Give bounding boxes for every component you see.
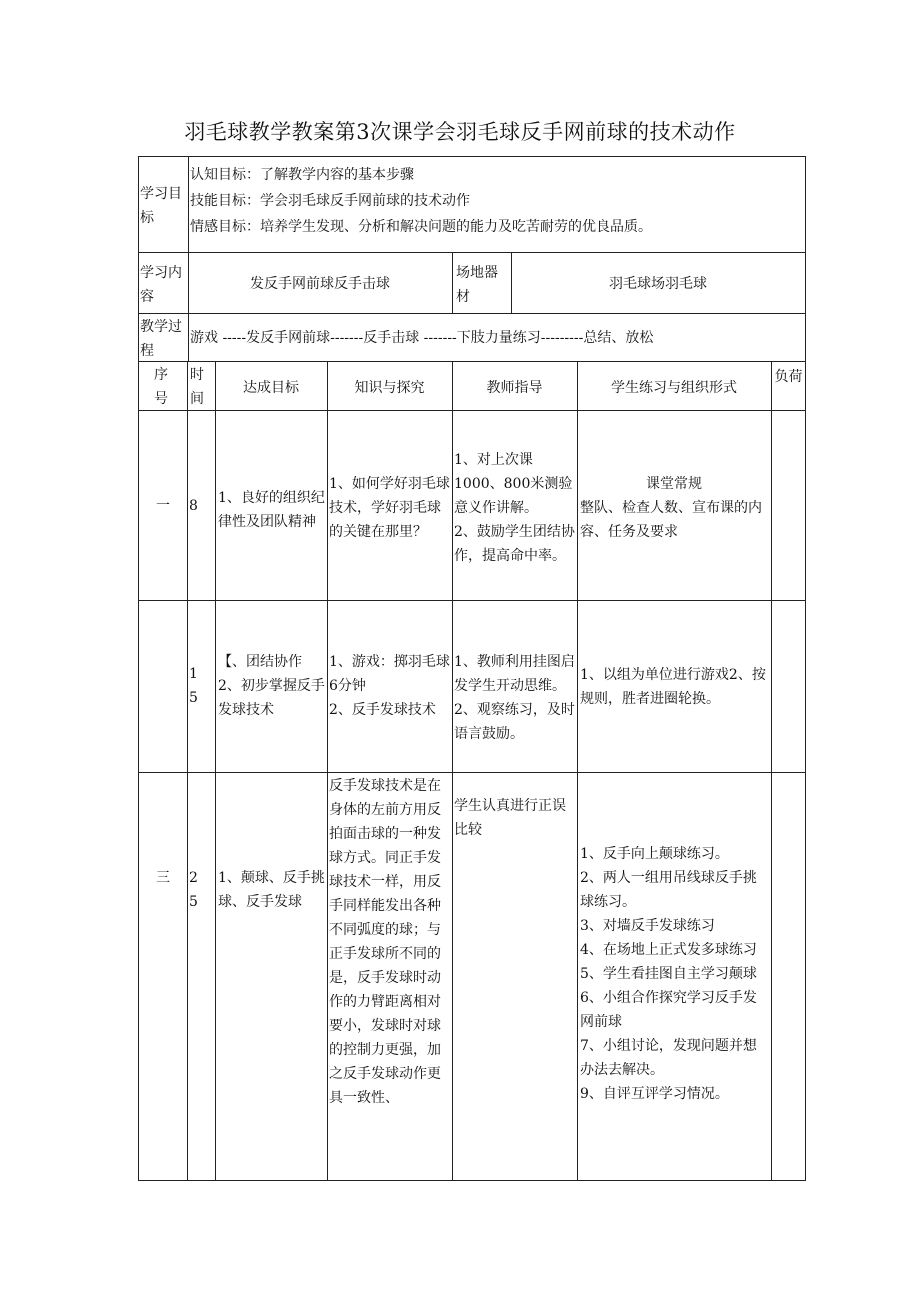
- col-divider: [511, 252, 512, 313]
- header-seq: 序号: [154, 367, 168, 407]
- row-divider: [138, 772, 806, 773]
- col-divider: [771, 361, 772, 1181]
- table-row-knowledge: 1、游戏：掷羽毛球6分钟 2、反手发球技术: [329, 654, 450, 718]
- table-row-knowledge: 反手发球技术是在身体的左前方用反拍面击球的一种发球方式。同正手发球技术一样，用反手同样能发出各种不同弧度的球；与正手发球所不同的是，反手发球时动作的力臂距离相对要小，发球时对球的控制力更强，加之反手发球动作更具一致性、: [329, 778, 441, 1106]
- objective-cognitive: 认知目标：了解教学内容的基本步骤: [190, 167, 414, 183]
- process-label: 教学过程: [140, 319, 182, 359]
- col-divider: [577, 361, 578, 1181]
- table-row-time: 25: [189, 870, 198, 910]
- header-load: 负荷: [774, 369, 803, 385]
- table-row-teacher: 1、对上次课1000、800米测验意义作讲解。 2、鼓励学生团结协作，提高命中率。: [454, 452, 575, 564]
- table-row-student: 1、反手向上颠球练习。 2、两人一组用吊线球反手挑球练习。 3、对墙反手发球练习 4、在场地上正式发多球练习 5、学生看挂图自主学习颠球 6、小组合作探究学习反手发网前球 7、小组讨论，发现问题并想办法去解决。 9、自评互评学习情况。: [580, 846, 757, 1102]
- table-row-teacher: 学生认真进行正误比较: [454, 798, 566, 838]
- table-row-seq: 三: [156, 870, 170, 886]
- table-row-time: 8: [189, 498, 198, 514]
- row-divider: [138, 361, 806, 362]
- row-divider: [138, 313, 806, 314]
- table-row-time: 15: [189, 666, 198, 706]
- table-row-teacher: 1、教师利用挂图启发学生开动思维。 2、观察练习，及时语言鼓励。: [454, 654, 575, 742]
- col-divider: [452, 252, 453, 313]
- header-student: 学生练习与组织形式: [611, 380, 737, 396]
- table-border-left: [138, 156, 139, 1181]
- venue-label: 场地器材: [456, 265, 498, 305]
- row-divider: [138, 252, 806, 253]
- header-goal: 达成目标: [243, 380, 299, 396]
- col-divider: [215, 361, 216, 1181]
- row-divider: [138, 410, 806, 411]
- table-row-student: 1、以组为单位进行游戏2、按规则，胜者进圈轮换。: [580, 667, 766, 707]
- header-time: 时间: [190, 367, 204, 407]
- table-row-knowledge: 1、如何学好羽毛球技术，学好羽毛球的关键在那里？: [329, 476, 450, 540]
- process-value: 游戏 -----发反手网前球-------反手击球 -------下肢力量练习---------总结、放松: [190, 330, 654, 346]
- objective-affective: 情感目标：培养学生发现、分析和解决问题的能力及吃苦耐劳的优良品质。: [190, 219, 652, 235]
- table-row-student-title: 课堂常规: [646, 476, 702, 492]
- table-row-goal: 【、团结协作 2、初步掌握反手发球技术: [218, 654, 325, 718]
- table-row-seq: 一: [156, 498, 170, 514]
- table-row-goal: 1、颠球、反手挑球、反手发球: [218, 870, 325, 910]
- objective-skill: 技能目标：学会羽毛球反手网前球的技术动作: [190, 193, 470, 209]
- content-value: 发反手网前球反手击球: [250, 276, 390, 292]
- table-border-right: [805, 156, 806, 1181]
- table-row-student: 整队、检查人数、宣布课的内容、任务及要求: [580, 500, 762, 540]
- col-divider: [452, 361, 453, 1181]
- table-border-top: [138, 156, 806, 157]
- objectives-label: 学习目标: [140, 186, 182, 226]
- row-divider: [138, 600, 806, 601]
- header-teacher: 教师指导: [486, 380, 543, 396]
- header-knowledge: 知识与探究: [354, 380, 425, 396]
- content-label: 学习内容: [140, 265, 182, 305]
- table-row-goal: 1、良好的组织纪律性及团队精神: [218, 490, 325, 530]
- venue-value: 羽毛球场羽毛球: [609, 276, 707, 292]
- table-border-bottom: [138, 1180, 806, 1181]
- col-divider: [187, 361, 188, 1181]
- col-divider: [188, 156, 189, 361]
- page-title: 羽毛球教学教案第3次课学会羽毛球反手网前球的技术动作: [184, 120, 736, 144]
- col-divider: [327, 361, 328, 1181]
